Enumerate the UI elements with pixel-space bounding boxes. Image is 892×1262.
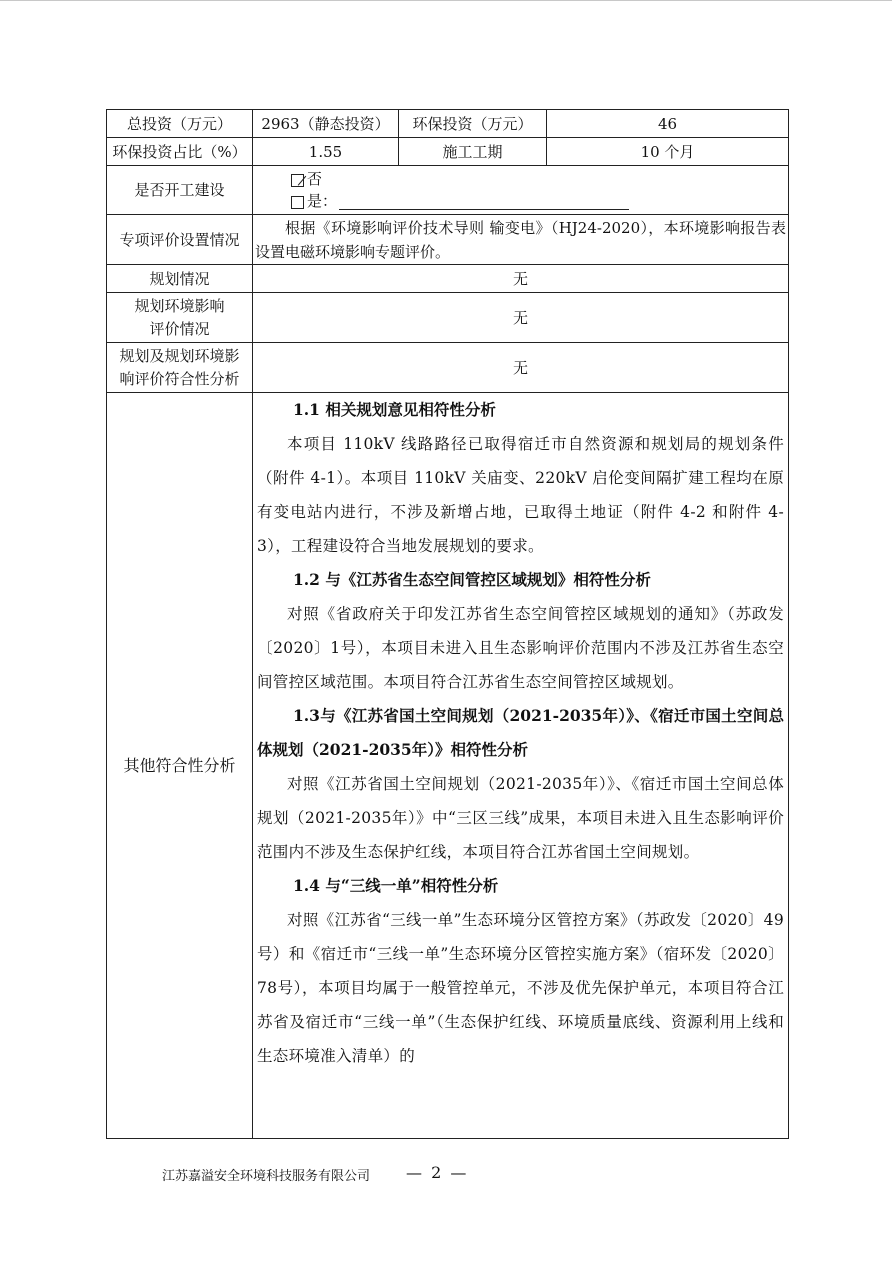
planning-status-label: 规划情况 (107, 265, 253, 293)
other-conformity-label: 其他符合性分析 (107, 393, 253, 1139)
planning-conformity-value: 无 (253, 343, 789, 393)
construction-started-options (253, 166, 789, 215)
page-number: — 2 — (406, 1163, 469, 1182)
option-yes-label: 是： (307, 192, 338, 210)
option-yes (291, 190, 788, 212)
section-body: 本项目 110kV 线路路径已取得宿迁市自然资源和规划局的规划条件（附件 4-1）。本项目 110kV 关庙变、220kV 启伦变间隔扩建工程均在原有变电站内进行，不涉及新增占地，已取得土地证（附件 4-2 和附件 4-3），工程建设符合当地发展规划的要求。 (257, 435, 784, 555)
construction-period-label: 施工工期 (399, 138, 547, 166)
table-row (107, 110, 789, 138)
section-body: 对照《江苏省“三线一单”生态环境分区管控方案》（苏政发〔2020〕49号）和《宿迁市“三线一单”生态环境分区管控实施方案》（宿环发〔2020〕78号），本项目均属于一般管控单元，不涉及优先保护单元，本项目符合江苏省及宿迁市“三线一单”（生态保护红线、环境质量底线、资源利用上线和生态环境准入清单）的 (257, 911, 784, 1065)
section-body: 对照《江苏省国土空间规划（2021-2035年）》、《宿迁市国土空间总体规划（2021-2035年）》中“三区三线”成果，本项目未进入且生态影响评价范围内不涉及生态保护红线，本项目符合江苏省国土空间规划。 (257, 775, 784, 861)
total-investment-value: 2963（静态投资） (253, 110, 399, 138)
section-heading: 1.3与《江苏省国土空间规划（2021-2035年）》、《宿迁市国土空间总体规划（2021-2035年）》相符性分析 (257, 706, 784, 759)
other-conformity-content (253, 393, 789, 1139)
table-row (107, 138, 789, 166)
section-body: 对照《省政府关于印发江苏省生态空间管控区域规划的通知》（苏政发〔2020〕1号），本项目未进入且生态影响评价范围内不涉及江苏省生态空间管控区域范围。本项目符合江苏省生态空间管控区域规划。 (257, 605, 784, 691)
construction-period-value: 10 个月 (547, 138, 789, 166)
table-row (107, 265, 789, 293)
env-investment-label: 环保投资（万元） (399, 110, 547, 138)
planning-conformity-label: 规划及规划环境影 响评价符合性分析 (107, 343, 253, 393)
table-row (107, 393, 789, 1139)
env-investment-value: 46 (547, 110, 789, 138)
construction-started-label: 是否开工建设 (107, 166, 253, 215)
planning-eia-label: 规划环境影响 评价情况 (107, 293, 253, 343)
planning-status-value: 无 (253, 265, 789, 293)
project-info-table (106, 109, 789, 1139)
planning-eia-value: 无 (253, 293, 789, 343)
option-no-label: 否 (307, 170, 323, 188)
special-assessment-label: 专项评价设置情况 (107, 215, 253, 265)
table-row (107, 343, 789, 393)
total-investment-label: 总投资（万元） (107, 110, 253, 138)
section-heading: 1.2 与《江苏省生态空间管控区域规划》相符性分析 (293, 570, 651, 589)
env-ratio-value: 1.55 (253, 138, 399, 166)
section-heading: 1.1 相关规划意见相符性分析 (293, 400, 496, 419)
page-footer (0, 1163, 892, 1187)
special-assessment-text: 根据《环境影响评价技术导则 输变电》（HJ24-2020），本环境影响报告表设置电磁环境影响专题评价。 (253, 215, 789, 265)
env-ratio-label: 环保投资占比（%） (107, 138, 253, 166)
page-top-border (0, 0, 892, 1)
footer-company: 江苏嘉溢安全环境科技服务有限公司 (162, 1169, 371, 1184)
option-no (291, 168, 788, 190)
empty-checkbox-icon (291, 196, 304, 209)
section-heading: 1.4 与“三线一单”相符性分析 (293, 876, 499, 895)
table-row (107, 293, 789, 343)
table-row (107, 215, 789, 265)
table-row (107, 166, 789, 215)
checked-checkbox-icon (291, 174, 304, 187)
fill-in-line (339, 192, 629, 210)
